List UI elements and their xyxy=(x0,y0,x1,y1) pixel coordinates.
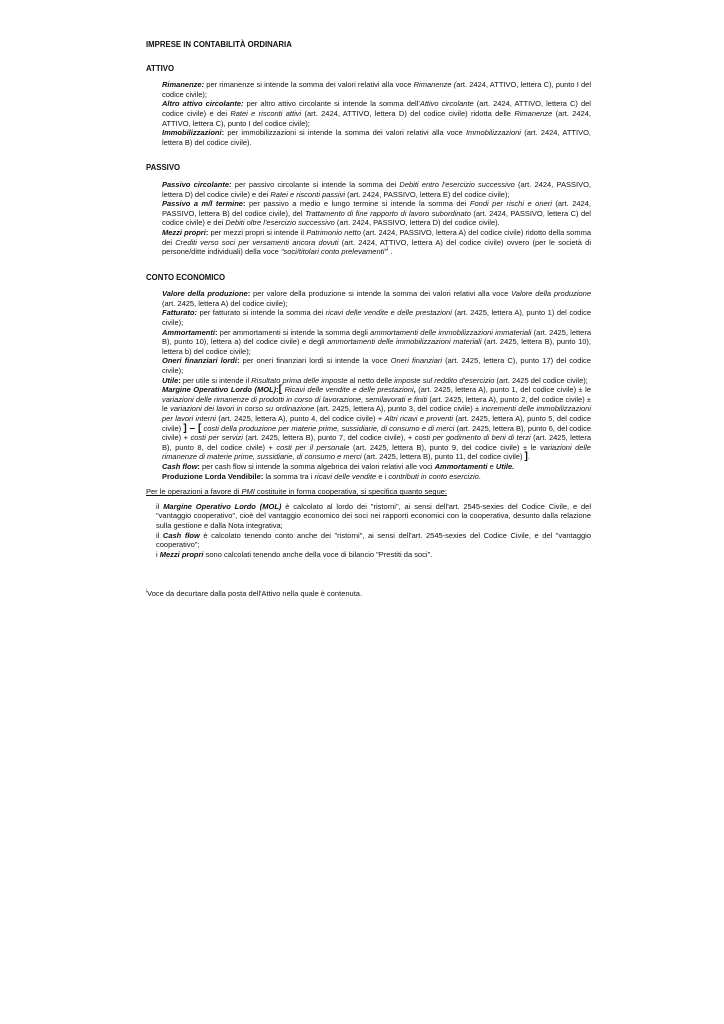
footnote-marker: i xyxy=(146,588,148,595)
footnote xyxy=(146,589,591,599)
attivo-list xyxy=(146,80,591,147)
list-item: Produzione Lorda Vendibile: la somma tra i ricavi delle vendite e i contributi in conto esercizio. xyxy=(162,471,481,481)
document-title: IMPRESE IN CONTABILITÀ ORDINARIA xyxy=(146,40,292,49)
passivo-list xyxy=(146,180,591,257)
list-item: Immobilizzazioni: per immobilizzazioni si intende la somma dei valori relativi alla voce Immobilizzazioni (art. 2424, ATTIVO, lettera B) del codice civile). xyxy=(162,128,591,147)
section-title-conto-economico: CONTO ECONOMICO xyxy=(146,272,226,282)
section-title-passivo: PASSIVO xyxy=(146,163,181,173)
list-item: Cash flow: per cash flow si intende la somma algebrica dei valori relativi alle voci Ammortamenti e Utile. xyxy=(162,461,515,471)
list-item: Ammortamenti: per ammortamenti si intende la somma degli ammortamenti delle immobilizzazioni immateriali (art. 2425, lettera B), punto 10), lettera a) del codice civile) e degli ammortamenti delle immobilizzazioni materiali (art. 2425, lettera B), punto 10), lettera b) del codice civile); xyxy=(162,327,592,356)
list-item: Utile: per utile si intende il Risultato prima delle imposte al netto delle imposte sul reddito d'esercizio (art. 2425 del codice civile); xyxy=(162,375,588,385)
section-title-attivo: ATTIVO xyxy=(146,63,175,73)
list-item: il Cash flow è calcolato tenendo conto anche dei "ristorni", ai sensi dell'art. 2545-sexies del Codice Civile, e del "vantaggio cooperativo"; xyxy=(156,530,591,550)
cooperative-intro: Per le operazioni a favore di PMI costituite in forma cooperativa, si specifica quanto segue: xyxy=(146,487,448,497)
list-item: Margine Operativo Lordo (MOL):[ Ricavi delle vendite e delle prestazioni, (art. 2425, lettera A), punto 1, del codice civile) ± le variazioni delle rimanenze di prodotti in corso di lavorazione, semilavorati e finiti (art. 2425, lettera A), punto 2, del codice civile) ± le variazioni dei lavori in corso su ordinazione (art. 2425, lettera A), punto 3, del codice civile) ± incrementi delle immobilizzazioni per lavori interni (art. 2425, lettera A), punto 4, del codice civile) + Altri ricavi e proventi (art. 2425, lettera A), punto 5, del codice civile) ] – [ costi della produzione per materie prime, sussidiarie, di consumo e di merci (art. 2425, lettera B), punto 6, del codice civile) + costi per servizi (art. 2425, lettera B), punto 7, del codice civile), + costi per godimento di beni di terzi (art. 2425, lettera B), punto 8, del codice civile) + costi per il personale (art. 2425, lettera B), punto 9, del codice civile) ± le variazioni delle rimanenze di materie prime, sussidiarie, di consumo e merci (art. 2425, lettera B), punto 11, del codice civile) ]. xyxy=(162,384,592,463)
list-item: il Margine Operativo Lordo (MOL) è calcolato al lordo dei "ristorni", ai sensi dell'art. 2545-sexies del Codice Civile, e del "vantaggio cooperativo", cioè del vantaggio economico dei soci nei rapporti economici con la cooperativa, desunto dalla relazione sulla gestione e dalla Nota integrativa; xyxy=(156,501,592,530)
document-page xyxy=(146,40,591,599)
list-item: Oneri finanziari lordi: per oneri finanziari lordi si intende la voce Oneri finanziari (art. 2425, lettera C), punto 17) del codice civile); xyxy=(162,356,591,376)
list-item: Rimanenze: per rimanenze si intende la somma dei valori relativi alla voce Rimanenze (art. 2424, ATTIVO, lettera C), punto I del codice civile); xyxy=(162,80,591,99)
list-item: i Mezzi propri sono calcolati tenendo anche della voce di bilancio "Prestiti da soci". xyxy=(156,549,433,559)
list-item: Fatturato: per fatturato si intende la somma dei ricavi delle vendite e delle prestazioni (art. 2425, lettera A), punto 1) del codice civile); xyxy=(162,308,591,328)
list-item: Valore della produzione: per valore della produzione si intende la somma dei valori relativi alla voce Valore della produzione (art. 2425, lettera A) del codice civile); xyxy=(162,289,591,308)
list-item: Passivo circolante: per passivo circolante si intende la somma dei Debiti entro l'esercizio successivo (art. 2424, PASSIVO, lettera D) del codice civile) e dei Ratei e risconti passivi (art. 2424, PASSIVO, lettera E) del codice civile); xyxy=(162,179,591,199)
conto-economico-list xyxy=(146,289,591,481)
cooperative-list xyxy=(146,502,591,560)
list-item: Passivo a m/l termine: per passivo a medio e lungo termine si intende la somma dei Fondi per rischi e oneri (art. 2424, PASSIVO, lettera B) del codice civile), del Trattamento di fine rapporto di lavoro subordinato (art. 2424, PASSIVO, lettera C) del codice civile) e dei Debiti oltre l'esercizio successivo (art. 2424, PASSIVO, lettera D) del codice civile). xyxy=(162,199,591,228)
list-item: Altro attivo circolante: per altro attivo circolante si intende la somma dell'Attivo circolante (art. 2424, ATTIVO, lettera C) del codice civile) e dei Ratei e risconti attivi (art. 2424, ATTIVO, lettera D) del codice civile) ridotta delle Rimanenze (art. 2424, ATTIVO, lettera C), punto I del codice civile); xyxy=(162,99,591,128)
footnote-text: Voce da decurtare dalla posta dell'Attivo nella quale è contenuta. xyxy=(147,589,363,599)
list-item: Mezzi propri: per mezzi propri si intende il Patrimonio netto (art. 2424, PASSIVO, lettera A) del codice civile) ridotto della somma dei Crediti verso soci per versamenti ancora dovuti (art. 2424, ATTIVO, lettera A) del codice civile) ovvero (per le società di persone/ditte individuali) della voce "soci/titolari conto prelevamenti"$^i$ . xyxy=(162,227,591,257)
